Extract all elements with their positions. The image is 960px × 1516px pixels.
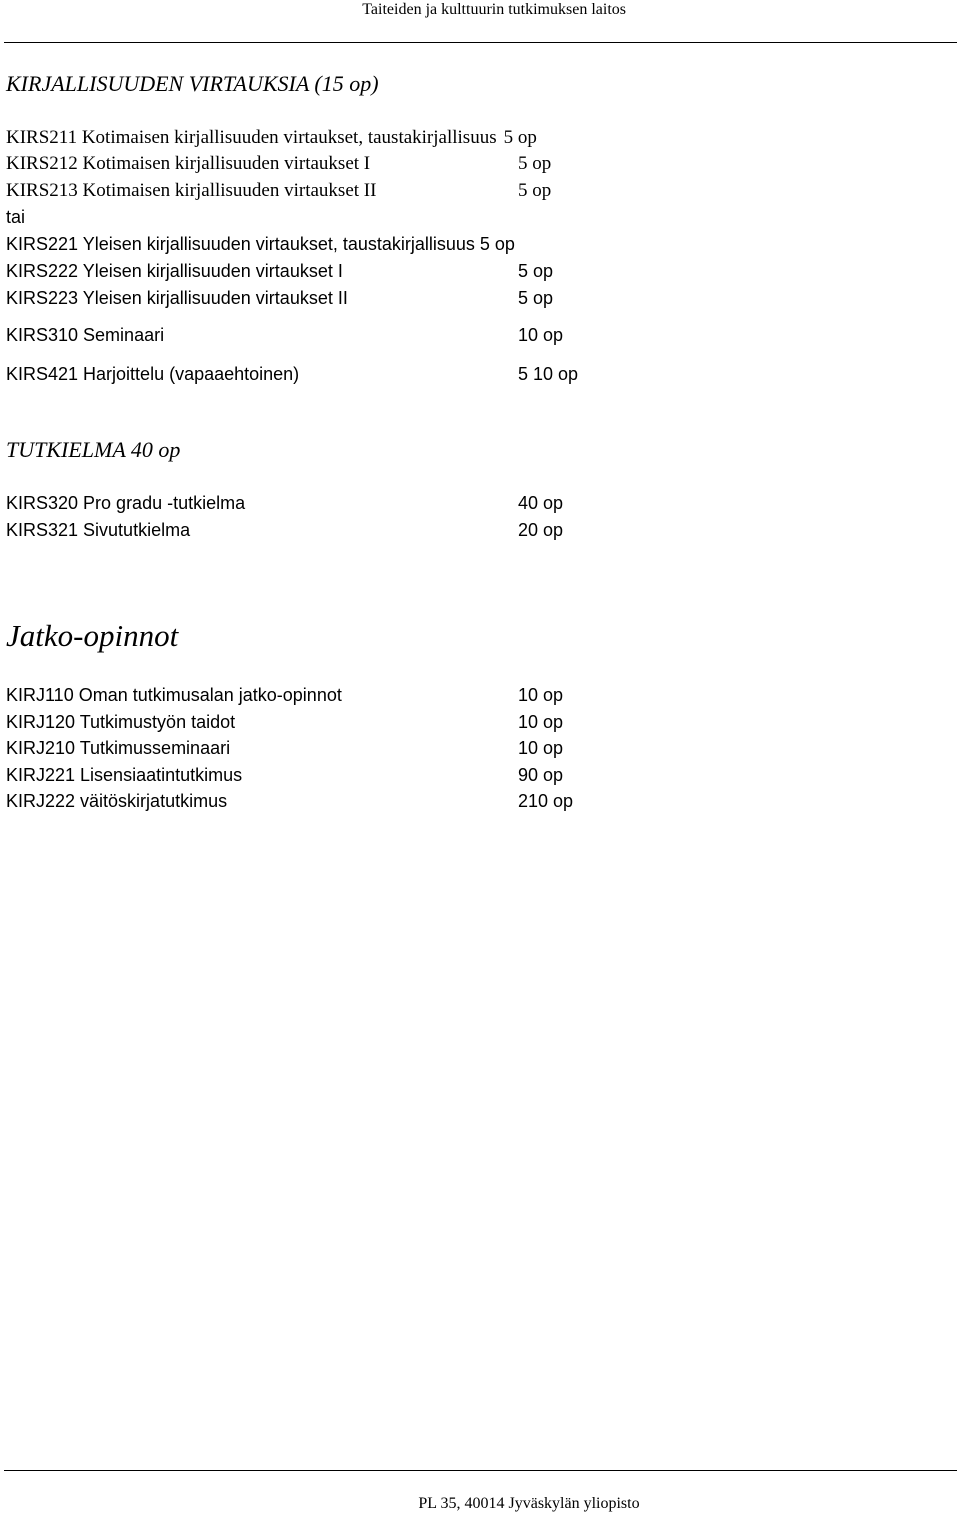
course-credits: 10 op <box>518 712 564 732</box>
section-title-tutkielma: TUTKIELMA 40 op <box>6 437 181 462</box>
course-line <box>6 710 906 734</box>
footer-rule <box>4 1470 957 1471</box>
course-line <box>6 286 906 310</box>
course-line <box>6 491 906 515</box>
alternative-label: tai <box>6 207 26 227</box>
course-credits: 90 op <box>518 765 564 785</box>
header-institution: Taiteiden ja kulttuurin tutkimuksen laitos <box>362 1 626 18</box>
course-credits: 10 op <box>518 738 564 758</box>
course-name: KIRJ210 Tutkimusseminaari <box>6 738 231 758</box>
course-name: KIRS221 Yleisen kirjallisuuden virtaukset, taustakirjallisuus <box>6 234 475 254</box>
course-credits: 20 op <box>518 520 564 540</box>
section-title-virtauksia: KIRJALLISUUDEN VIRTAUKSIA (15 op) <box>6 71 379 96</box>
course-name: KIRS223 Yleisen kirjallisuuden virtaukset II <box>6 288 348 308</box>
course-line <box>6 518 906 542</box>
course-line-alternative <box>6 205 906 229</box>
course-credits: 5 op <box>518 153 552 174</box>
course-credits: 5 op <box>479 234 515 254</box>
course-credits: 5 op <box>518 180 552 201</box>
course-name: KIRJ222 väitöskirjatutkimus <box>6 791 228 811</box>
course-line <box>6 152 906 176</box>
course-name: KIRJ221 Lisensiaatintutkimus <box>6 765 243 785</box>
course-line <box>6 736 906 760</box>
course-name: KIRS213 Kotimaisen kirjallisuuden virtaukset II <box>6 180 377 201</box>
course-credits: 40 op <box>518 493 564 513</box>
footer-address: PL 35, 40014 Jyväskylän yliopisto <box>418 1495 640 1512</box>
course-name: KIRJ110 Oman tutkimusalan jatko-opinnot <box>6 685 342 705</box>
course-name: KIRS222 Yleisen kirjallisuuden virtaukset I <box>6 261 343 281</box>
course-line <box>6 763 906 787</box>
course-line-harjoittelu <box>6 362 906 386</box>
course-line <box>6 683 906 707</box>
course-line <box>6 259 906 283</box>
course-credits: 210 op <box>518 791 574 811</box>
course-line <box>6 126 906 150</box>
course-name: KIRS211 Kotimaisen kirjallisuuden virtaukset, taustakirjallisuus <box>6 127 497 148</box>
course-line-seminaari <box>6 323 906 347</box>
course-name: KIRS310 Seminaari <box>6 325 165 345</box>
course-name: KIRS320 Pro gradu -tutkielma <box>6 493 246 513</box>
course-line <box>6 232 906 256</box>
course-credits: 5 op <box>503 127 537 148</box>
course-name: KIRS321 Sivututkielma <box>6 520 191 540</box>
course-name: KIRJ120 Tutkimustyön taidot <box>6 712 236 732</box>
course-credits: 5 10 op <box>518 364 579 384</box>
course-credits: 10 op <box>518 685 564 705</box>
course-credits: 10 op <box>518 325 564 345</box>
course-line <box>6 179 906 203</box>
header-rule <box>4 42 957 43</box>
course-credits: 5 op <box>518 288 554 308</box>
course-name: KIRS421 Harjoittelu (vapaaehtoinen) <box>6 364 300 384</box>
course-credits: 5 op <box>518 261 554 281</box>
section-title-jatko-opinnot: Jatko-opinnot <box>6 618 179 653</box>
course-name: KIRS212 Kotimaisen kirjallisuuden virtaukset I <box>6 153 371 174</box>
course-line <box>6 789 906 813</box>
